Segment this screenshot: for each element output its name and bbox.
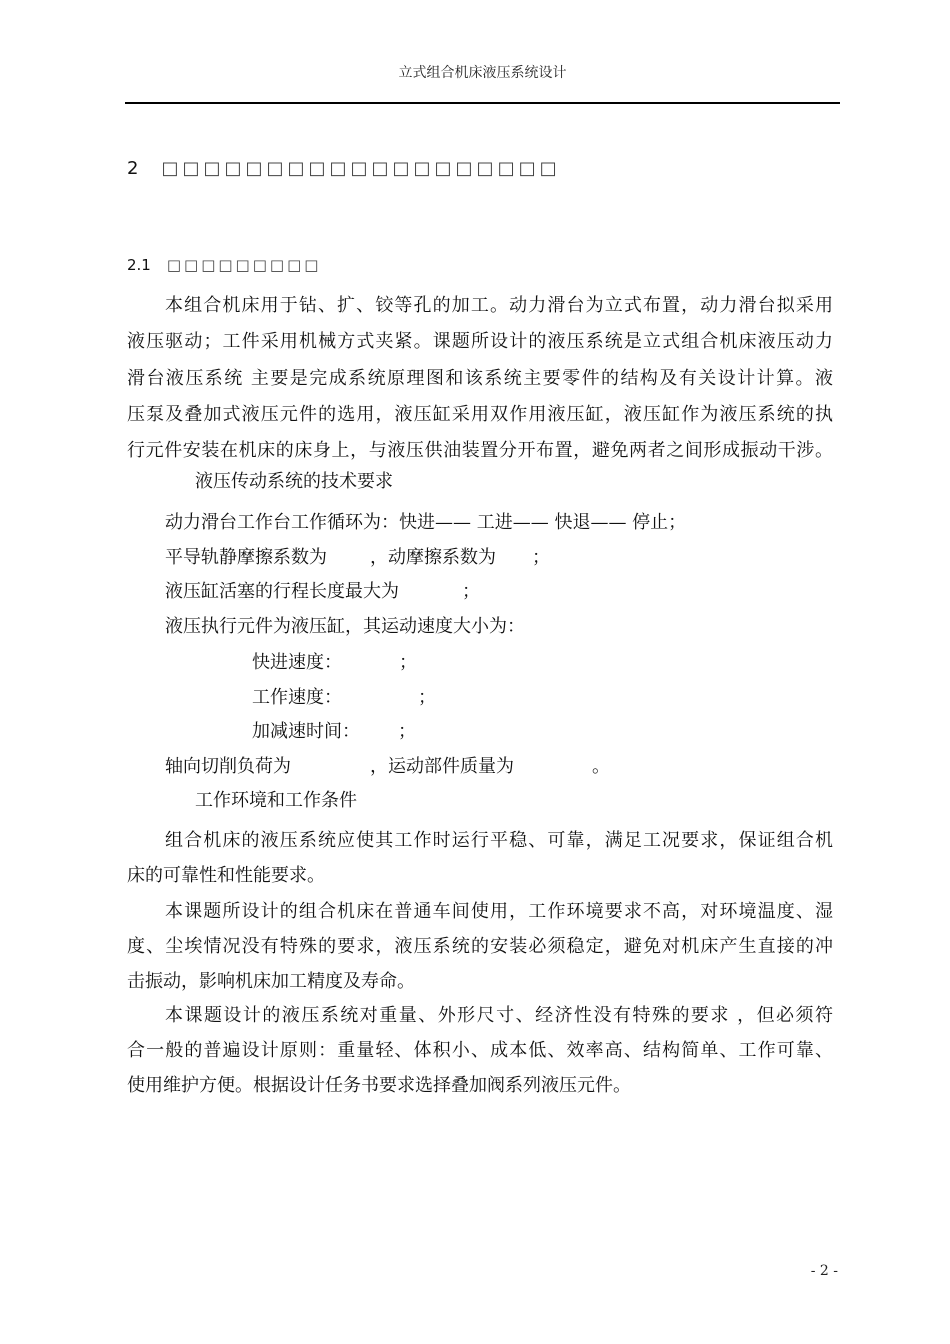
env-para2-line-2: 度、尘埃情况没有特殊的要求，液压系统的安装必须稳定，避免对机床产生直接的冲 [127, 936, 833, 957]
req-accel-time-end: ； [398, 721, 416, 742]
intro-line-3: 滑台液压系统 主要是完成系统原理图和该系统主要零件的结构及有关设计计算。液 [127, 368, 833, 389]
env-para2-line-3: 击振动，影响机床加工精度及寿命。 [127, 971, 415, 992]
req-friction-static: 平导轨静摩擦系数为 [165, 547, 327, 568]
req-moving-mass: ，运动部件质量为 [370, 756, 514, 777]
tech-req-heading: 液压传动系统的技术要求 [195, 471, 393, 492]
env-heading: 工作环境和工作条件 [195, 790, 357, 811]
header-rule [125, 102, 840, 104]
section-number: 2.1 [127, 256, 151, 274]
page-number: - 2 - [810, 1263, 838, 1279]
env-para2-line-1: 本课题所设计的组合机床在普通车间使用，工作环境要求不高，对环境温度、湿 [165, 901, 833, 922]
req-friction-dynamic: ，动摩擦系数为 [370, 547, 496, 568]
env-para1-line-1: 组合机床的液压系统应使其工作时运行平稳、可靠，满足工况要求，保证组合机 [165, 830, 833, 851]
req-axial-load: 轴向切削负荷为 [165, 756, 291, 777]
running-header: 立式组合机床液压系统设计 [398, 65, 567, 81]
section-title: □□□□□□□□□ [166, 256, 322, 274]
chapter-heading [127, 158, 561, 179]
req-cycle: 动力滑台工作台工作循环为：快进—— 工进—— 快退—— 停止； [165, 512, 687, 533]
intro-line-5: 行元件安装在机床的床身上，与液压供油装置分开布置，避免两者之间形成振动干涉。 [127, 440, 833, 461]
req-accel-time: 加减速时间： [252, 721, 360, 742]
req-friction-end: ； [532, 547, 550, 568]
intro-line-1: 本组合机床用于钻、扩、铰等孔的加工。动力滑台为立式布置，动力滑台拟采用 [165, 295, 833, 316]
req-work-speed: 工作速度： [252, 687, 342, 708]
req-work-speed-end: ； [418, 687, 436, 708]
env-para3-line-1: 本课题设计的液压系统对重量、外形尺寸、经济性没有特殊的要求 ，但必须符 [165, 1005, 833, 1026]
env-para1-line-2: 床的可靠性和性能要求。 [127, 865, 325, 886]
req-stroke: 液压缸活塞的行程长度最大为 [165, 581, 399, 602]
env-para3-line-2: 合一般的普遍设计原则：重量轻、体积小、成本低、效率高、结构简单、工作可靠、 [127, 1040, 833, 1061]
env-para3-line-3: 使用维护方便。根据设计任务书要求选择叠加阀系列液压元件。 [127, 1075, 631, 1096]
section-heading [127, 256, 321, 274]
chapter-title: □□□□□□□□□□□□□□□□□□□ [161, 158, 561, 179]
req-fast-speed-end: ； [399, 652, 417, 673]
req-speed-intro: 液压执行元件为液压缸，其运动速度大小为： [165, 616, 525, 637]
req-fast-speed: 快进速度： [252, 652, 342, 673]
req-load-end: 。 [592, 756, 610, 777]
intro-line-2: 液压驱动；工件采用机械方式夹紧。课题所设计的液压系统是立式组合机床液压动力 [127, 331, 833, 352]
chapter-number: 2 [127, 158, 140, 179]
intro-line-4: 压泵及叠加式液压元件的选用，液压缸采用双作用液压缸，液压缸作为液压系统的执 [127, 404, 833, 425]
req-stroke-end: ； [462, 581, 480, 602]
